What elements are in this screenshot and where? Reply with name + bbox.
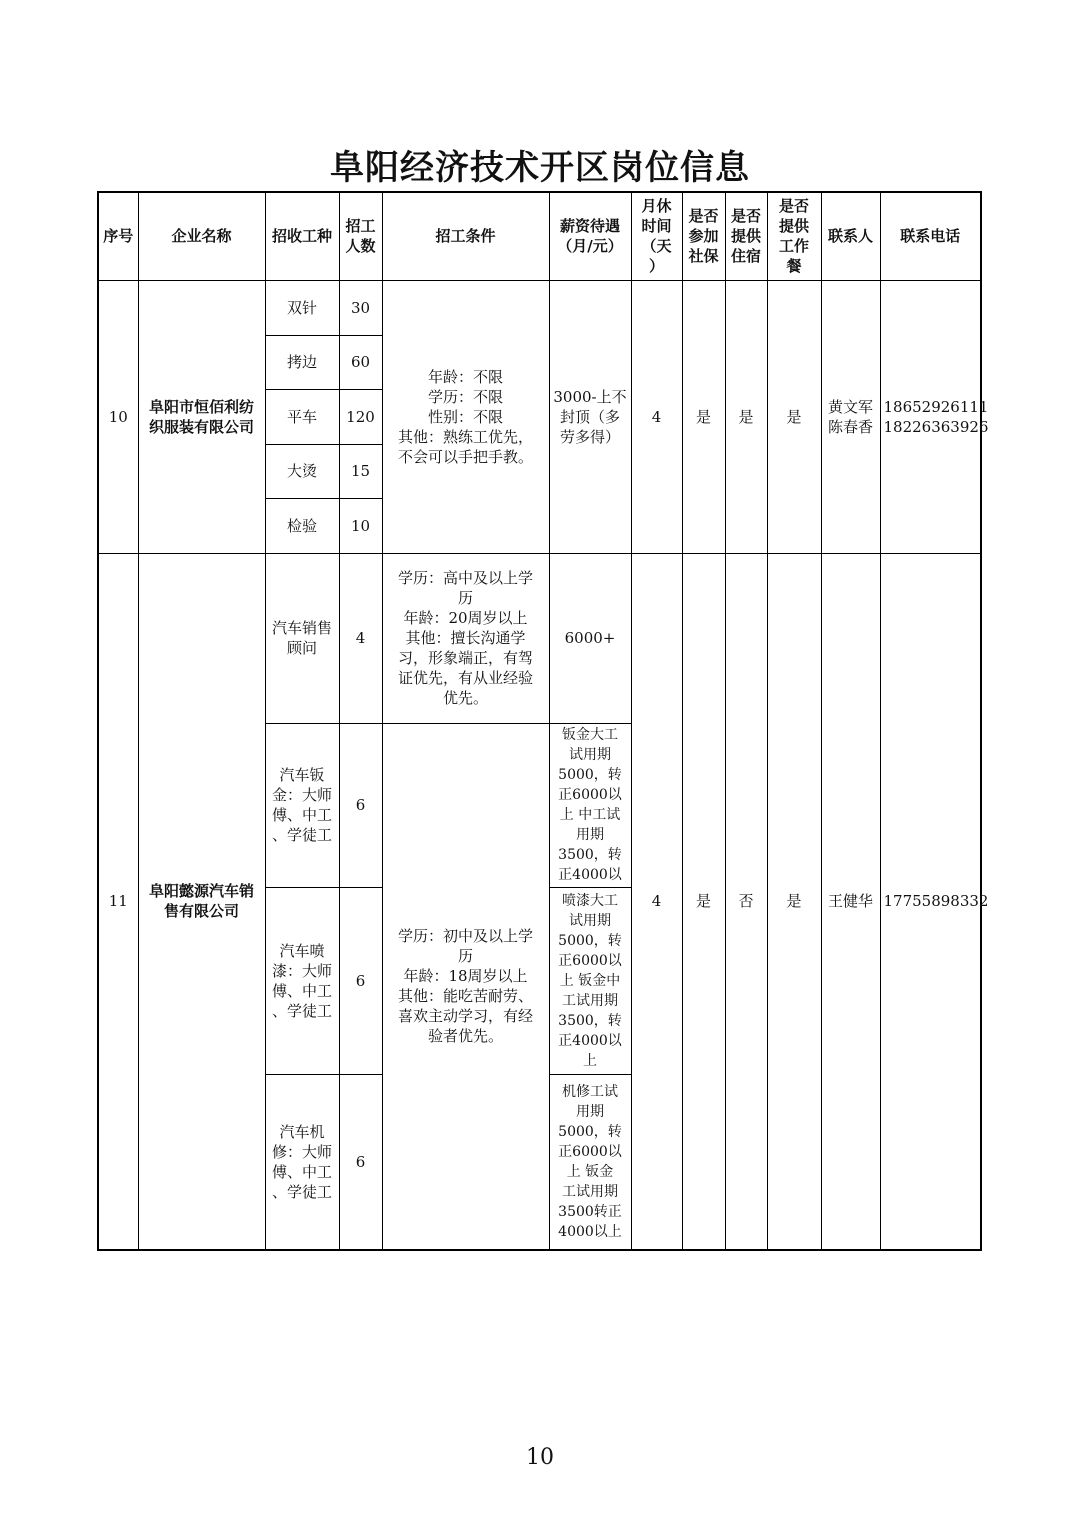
- job-title: 汽车喷 漆：大师 傅、中工 、学徒工: [265, 887, 339, 1074]
- job-count: 10: [339, 498, 382, 553]
- header-company: 企业名称: [138, 192, 265, 280]
- meals-cell: 是: [767, 553, 821, 1250]
- salary-cell: 钣金大工 试用期 5000，转 正6000以 上 中工试 用期 3500，转 正4000以: [549, 723, 631, 887]
- header-rest: 月休 时间 （天 ）: [631, 192, 682, 280]
- job-title: 汽车销售 顾问: [265, 553, 339, 723]
- job-title: 双针: [265, 280, 339, 335]
- conditions-cell: 学历：初中及以上学 历 年龄：18周岁以上 其他：能吃苦耐劳、 喜欢主动学习，有经 验者优先。: [382, 723, 549, 1250]
- rest-cell: 4: [631, 280, 682, 553]
- table-row: [98, 280, 981, 335]
- header-insurance: 是否 参加 社保: [682, 192, 725, 280]
- seq-cell: 11: [98, 553, 138, 1250]
- seq-cell: 10: [98, 280, 138, 553]
- job-count: 60: [339, 335, 382, 389]
- page-title: 阜阳经济技术开区岗位信息: [330, 148, 750, 188]
- job-title: 平车: [265, 389, 339, 444]
- rest-cell: 4: [631, 553, 682, 1250]
- header-count: 招工 人数: [339, 192, 382, 280]
- phone-cell: 18652926111 18226363926: [880, 280, 981, 553]
- salary-cell: 喷漆大工 试用期 5000，转 正6000以 上 钣金中 工试用期 3500，转 正4000以 上: [549, 887, 631, 1074]
- header-salary: 薪资待遇 （月/元）: [549, 192, 631, 280]
- job-title: 汽车钣 金：大师 傅、中工 、学徒工: [265, 723, 339, 887]
- job-title: 拷边: [265, 335, 339, 389]
- salary-cell: 3000-上不 封顶（多 劳多得）: [549, 280, 631, 553]
- header-meals: 是否 提供 工作 餐: [767, 192, 821, 280]
- header-job: 招收工种: [265, 192, 339, 280]
- contact-cell: 黄文军 陈春香: [821, 280, 880, 553]
- job-title: 汽车机 修：大师 傅、中工 、学徒工: [265, 1074, 339, 1250]
- job-count: 6: [339, 723, 382, 887]
- housing-cell: 是: [725, 280, 767, 553]
- contact-cell: 王健华: [821, 553, 880, 1250]
- table-row: [98, 553, 981, 723]
- job-count: 6: [339, 1074, 382, 1250]
- job-count: 6: [339, 887, 382, 1074]
- conditions-cell: 学历：高中及以上学 历 年龄：20周岁以上 其他：擅长沟通学 习，形象端正，有驾 证优先，有从业经验 优先。: [382, 553, 549, 723]
- insurance-cell: 是: [682, 280, 725, 553]
- header-row: [98, 192, 981, 280]
- salary-cell: 机修工试 用期 5000，转 正6000以 上 钣金 工试用期 3500转正 4000以上: [549, 1074, 631, 1250]
- job-count: 4: [339, 553, 382, 723]
- conditions-cell: 年龄：不限 学历：不限 性别：不限 其他：熟练工优先， 不会可以手把手教。: [382, 280, 549, 553]
- header-conditions: 招工条件: [382, 192, 549, 280]
- phone-cell: 17755898332: [880, 553, 981, 1250]
- meals-cell: 是: [767, 280, 821, 553]
- job-table: [97, 191, 989, 1251]
- housing-cell: 否: [725, 553, 767, 1250]
- header-housing: 是否 提供 住宿: [725, 192, 767, 280]
- salary-cell: 6000+: [549, 553, 631, 723]
- job-count: 15: [339, 444, 382, 498]
- company-name: 阜阳懿源汽车销 售有限公司: [138, 553, 265, 1250]
- job-count: 120: [339, 389, 382, 444]
- insurance-cell: 是: [682, 553, 725, 1250]
- page-number: 10: [526, 1445, 554, 1470]
- job-count: 30: [339, 280, 382, 335]
- header-contact: 联系人: [821, 192, 880, 280]
- job-title: 大烫: [265, 444, 339, 498]
- job-title: 检验: [265, 498, 339, 553]
- company-name: 阜阳市恒佰利纺 织服装有限公司: [138, 280, 265, 553]
- header-phone: 联系电话: [880, 192, 981, 280]
- header-seq: 序号: [98, 192, 138, 280]
